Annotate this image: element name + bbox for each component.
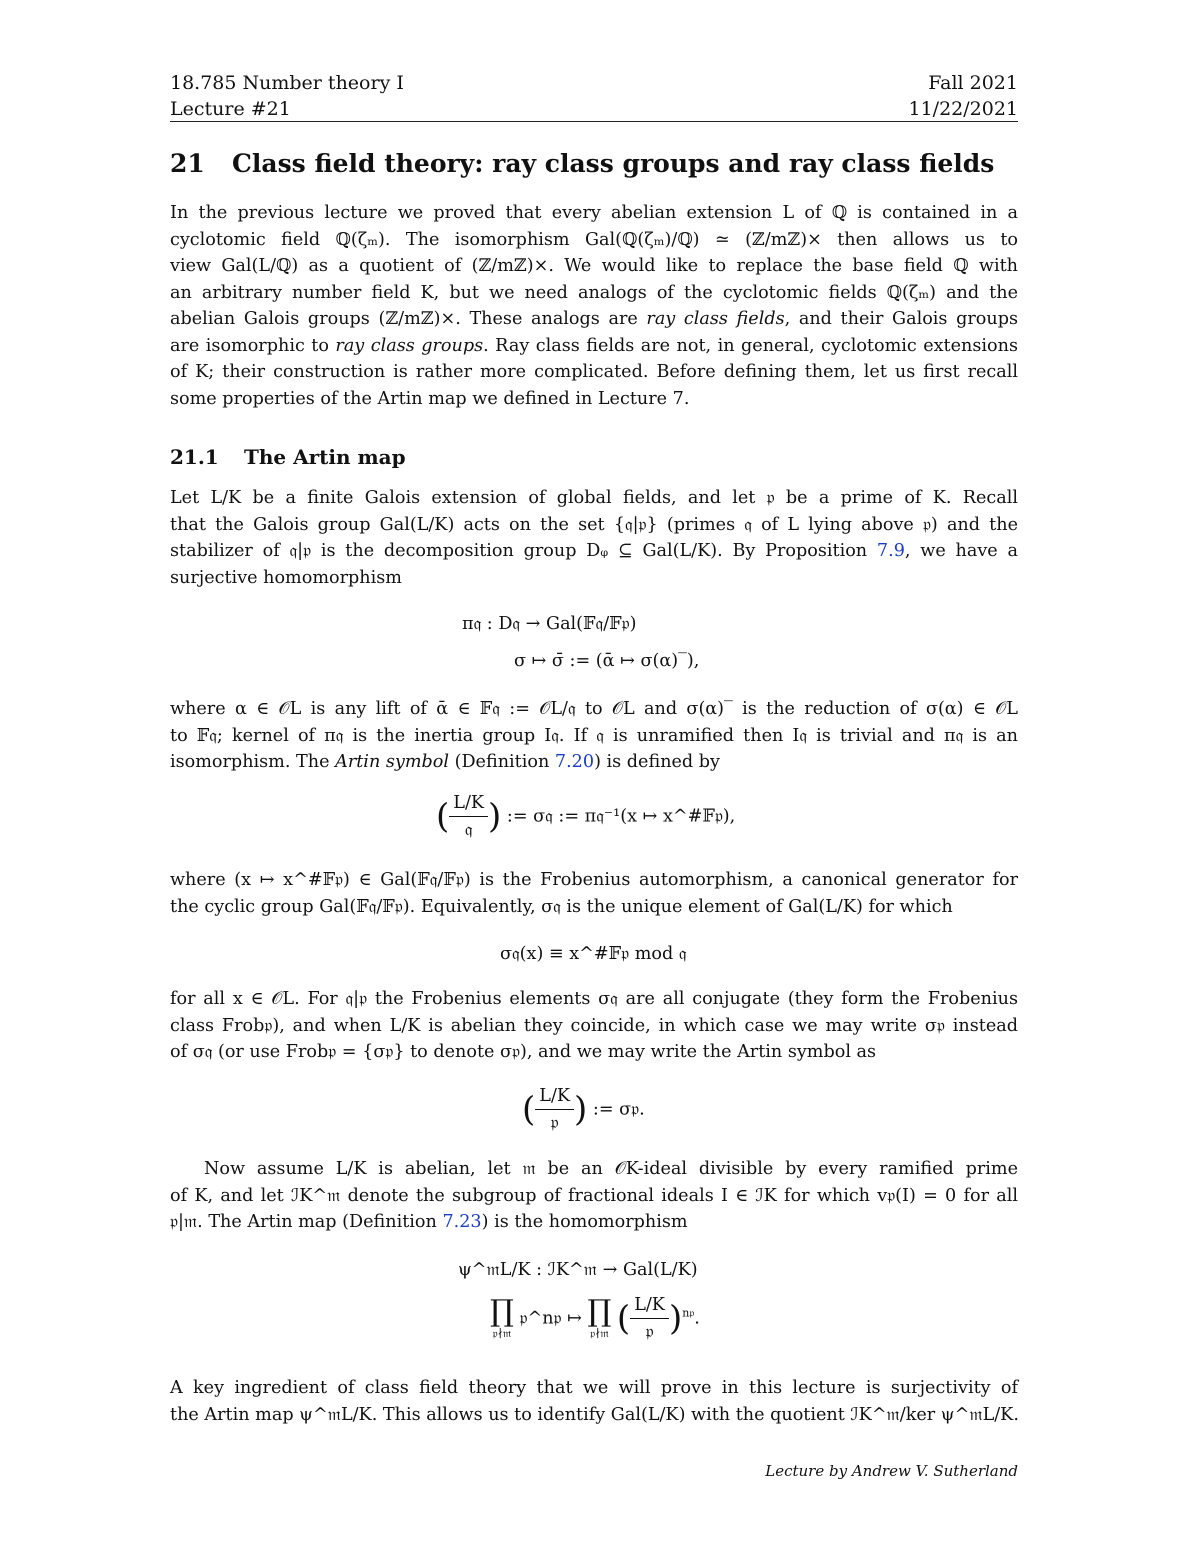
equation-pi-q: π𝔮 : D𝔮 → Gal(𝔽𝔮/𝔽𝔭)	[462, 614, 637, 634]
emphasis-ray-class-fields: ray class fields	[646, 309, 785, 329]
title-number: 21	[170, 149, 205, 178]
lecture-date: 11/22/2021	[908, 98, 1018, 120]
text-line	[170, 1209, 1018, 1236]
text-line: of σ𝔮 (or use Frob𝔭 = {σ𝔭} to denote σ𝔭), and we may write the Artin symbol as	[170, 1042, 877, 1062]
fraction-denominator: 𝔭	[645, 1322, 654, 1342]
text-line: to 𝔽𝔮; kernel of π𝔮 is the inertia group I𝔮. If 𝔮 is unramified then I𝔮 is trivial and π𝔮 is an	[170, 725, 1018, 746]
text-span: . Ray class fields are not, in general, cyclotomic extensions	[483, 335, 1018, 356]
text-line: some properties of the Artin map we defined in Lecture 7.	[170, 388, 690, 409]
equation-artin-symbol-abelian	[522, 1083, 645, 1136]
page-title	[170, 147, 1030, 181]
text-line: for all x ∈ 𝒪L. For 𝔮|𝔭 the Frobenius elements σ𝔮 are all conjugate (they form the Frobenius	[170, 989, 1018, 1009]
product-index: 𝔭∤𝔪	[590, 1326, 609, 1340]
lecture-number: Lecture #21	[170, 98, 291, 120]
text-line: Let L/K be a finite Galois extension of global fields, and let 𝔭 be a prime of K. Recall	[170, 488, 1018, 508]
equation-sigma-map: σ ↦ σ̄ := (ᾱ ↦ σ(α)‾),	[514, 651, 700, 671]
text-span: ) is defined by	[594, 752, 720, 772]
text-line: A key ingredient of class field theory that we will prove in this lecture is surjectivity of	[170, 1378, 1018, 1398]
text-line	[170, 306, 1018, 333]
text-span: isomorphism. The	[170, 752, 336, 772]
right-paren: )	[488, 796, 502, 837]
paragraph-reduction	[170, 696, 1018, 776]
emphasis-artin-symbol: Artin symbol	[335, 752, 449, 772]
ref-proposition-7-9[interactable]: 7.9	[876, 541, 905, 561]
text-line: the Artin map ψ^𝔪L/K. This allows us to identify Gal(L/K) with the quotient ℐK^𝔪/ker ψ^𝔪L/K.	[170, 1404, 1019, 1425]
paragraph-conjugate	[170, 986, 1018, 1066]
text-span: ) is the homomorphism	[481, 1212, 688, 1232]
equation-rhs: := σ𝔭.	[587, 1099, 645, 1120]
fraction	[630, 1292, 669, 1345]
section-heading	[170, 443, 406, 471]
equation-tail: .	[694, 1308, 700, 1329]
right-paren: )	[668, 1298, 683, 1339]
ref-definition-7-23[interactable]: 7.23	[442, 1212, 482, 1232]
left-paren: (	[522, 1089, 536, 1130]
emphasis-ray-class-groups: ray class groups	[335, 335, 484, 356]
paragraph-frobenius	[170, 867, 1018, 920]
text-span: (Definition	[449, 752, 555, 772]
text-line: of K, and let ℐK^𝔪 denote the subgroup of fractional ideals I ∈ ℐK for which v𝔭(I) = 0 for all	[170, 1185, 1018, 1206]
term: Fall 2021	[928, 72, 1018, 94]
product-symbol: ∏ 𝔭∤𝔪	[587, 1293, 612, 1340]
text-line: In the previous lecture we proved that every abelian extension L of ℚ is contained in a	[170, 203, 1018, 223]
text-line: where (x ↦ x^#𝔽𝔭) ∈ Gal(𝔽𝔮/𝔽𝔭) is the Frobenius automorphism, a canonical generator for	[170, 870, 1018, 890]
footer-author: Lecture by Andrew V. Sutherland	[765, 1462, 1018, 1480]
title-text: Class field theory: ray class groups and ray class fields	[232, 149, 995, 178]
text-span: stabilizer of 𝔮|𝔭 is the decomposition group Dᵩ ⊆ Gal(L/K). By Proposition	[170, 541, 877, 561]
text-line: where α ∈ 𝒪L is any lift of ᾱ ∈ 𝔽𝔮 := 𝒪L/𝔮 to 𝒪L and σ(α)‾ is the reduction of σ(α) ∈ 𝒪L	[170, 699, 1018, 719]
header-line-2	[170, 96, 1018, 122]
text-line: view Gal(L/ℚ) as a quotient of (ℤ/mℤ)×. We would like to replace the base field ℚ with	[170, 256, 1018, 276]
text-line: the cyclic group Gal(𝔽𝔮/𝔽𝔭). Equivalently, σ𝔮 is the unique element of Gal(L/K) for which	[170, 896, 953, 917]
equation-rhs: := σ𝔮 := π𝔮⁻¹(x ↦ x^#𝔽𝔭),	[501, 806, 736, 827]
equation-artin-map: ψ^𝔪L/K : ℐK^𝔪 → Gal(L/K)	[458, 1260, 698, 1280]
fraction	[449, 790, 488, 843]
product-index: 𝔭∤𝔪	[492, 1326, 512, 1340]
text-line: cyclotomic field ℚ(ζₘ). The isomorphism Gal(ℚ(ζₘ)/ℚ) ≃ (ℤ/mℤ)× then allows us to	[170, 229, 1018, 250]
text-line: surjective homomorphism	[170, 567, 402, 588]
equation-artin-map-product	[490, 1292, 700, 1345]
section-title: The Artin map	[244, 445, 406, 469]
paragraph-abelian	[170, 1156, 1018, 1236]
text-span: are isomorphic to	[170, 335, 336, 356]
equation-frobenius-congruence: σ𝔮(x) ≡ x^#𝔽𝔭 mod 𝔮	[500, 944, 687, 964]
product-term: 𝔭^n𝔭 ↦	[519, 1308, 582, 1329]
text-line: Now assume L/K is abelian, let 𝔪 be an 𝒪K-ideal divisible by every ramified prime	[204, 1159, 1018, 1179]
equation-artin-symbol	[436, 790, 735, 843]
text-span: 𝔭|𝔪. The Artin map (Definition	[170, 1212, 443, 1232]
header-line-1	[170, 70, 1018, 96]
text-line: an arbitrary number field K, but we need analogs of the cyclotomic fields ℚ(ζₘ) and the	[170, 282, 1018, 303]
text-line	[170, 749, 1018, 776]
right-paren: )	[574, 1089, 588, 1130]
header-rule	[170, 121, 1018, 122]
text-line	[170, 538, 1018, 565]
text-line: that the Galois group Gal(L/K) acts on the set {𝔮|𝔭} (primes 𝔮 of L lying above 𝔭) and the	[170, 514, 1018, 535]
text-line: class Frob𝔭), and when L/K is abelian they coincide, in which case we may write σ𝔭 instead	[170, 1015, 1018, 1036]
fraction-denominator: 𝔭	[550, 1113, 559, 1133]
text-line: of K; their construction is rather more complicated. Before defining them, let us first recall	[170, 362, 1018, 382]
course-name: 18.785 Number theory I	[170, 72, 404, 94]
fraction-numerator: L/K	[535, 1083, 574, 1110]
intro-paragraph	[170, 200, 1018, 412]
paragraph-surjectivity	[170, 1375, 1018, 1428]
fraction	[535, 1083, 574, 1136]
ref-definition-7-20[interactable]: 7.20	[554, 752, 595, 772]
fraction-denominator: 𝔮	[464, 820, 473, 840]
fraction-numerator: L/K	[630, 1292, 669, 1319]
product-symbol: ∏ 𝔭∤𝔪	[490, 1293, 514, 1340]
text-span: , we have a	[904, 541, 1018, 561]
left-paren: (	[616, 1298, 631, 1339]
text-span: , and their Galois groups	[784, 309, 1018, 329]
text-span: abelian Galois groups (ℤ/mℤ)×. These analogs are	[170, 309, 647, 329]
left-paren: (	[436, 796, 450, 837]
text-line	[170, 333, 1018, 360]
exponent: n𝔭	[682, 1306, 695, 1320]
paragraph-artin-setup	[170, 485, 1018, 591]
section-number: 21.1	[170, 445, 219, 469]
fraction-numerator: L/K	[449, 790, 488, 817]
